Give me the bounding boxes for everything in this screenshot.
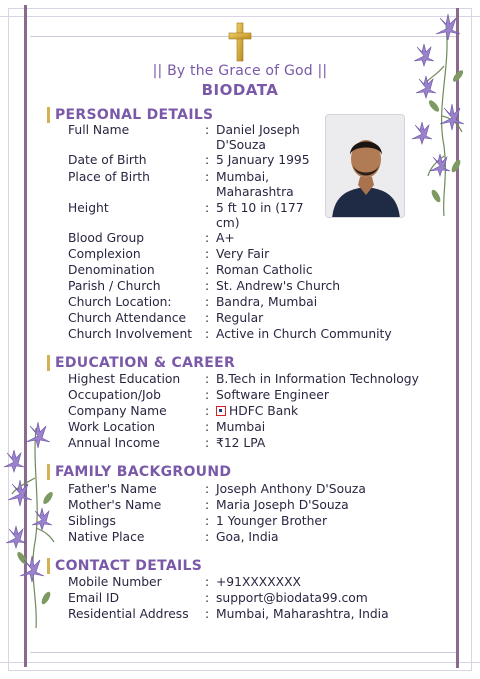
row-colon: : bbox=[205, 170, 210, 184]
row-value: Maria Joseph D'Souza bbox=[216, 498, 349, 512]
row-colon: : bbox=[205, 591, 210, 605]
row-colon: : bbox=[205, 295, 210, 309]
row-value: 5 January 1995 bbox=[216, 153, 310, 167]
row-value: 5 ft 10 in (177 cm) bbox=[216, 201, 304, 230]
row-colon: : bbox=[205, 247, 210, 261]
bank-logo-icon bbox=[216, 406, 226, 416]
row-value: A+ bbox=[216, 231, 235, 245]
row-value: Roman Catholic bbox=[216, 263, 313, 277]
row-label: Email ID bbox=[68, 591, 120, 605]
row-label: Parish / Church bbox=[68, 279, 161, 293]
row-colon: : bbox=[205, 575, 210, 589]
motto: || By the Grace of God || bbox=[152, 63, 328, 79]
section-accent-bar bbox=[47, 107, 50, 123]
row-label: Church Location: bbox=[68, 295, 172, 309]
company-name: HDFC Bank bbox=[229, 404, 299, 418]
flower-decoration-bottom bbox=[2, 418, 62, 630]
row-value-company bbox=[216, 404, 298, 419]
row-value: Mumbai, Maharashtra, India bbox=[216, 607, 389, 621]
row-value: St. Andrew's Church bbox=[216, 279, 341, 293]
row-label: Occupation/Job bbox=[68, 388, 161, 402]
section-personal bbox=[47, 106, 213, 124]
section-accent-bar bbox=[47, 558, 50, 574]
row-value: Regular bbox=[216, 311, 264, 325]
cross-icon bbox=[228, 22, 252, 62]
row-label: Siblings bbox=[68, 514, 116, 528]
row-label: Date of Birth bbox=[68, 153, 147, 167]
section-contact bbox=[47, 557, 202, 575]
row-label: Residential Address bbox=[68, 607, 189, 621]
row-value: ₹12 LPA bbox=[216, 436, 266, 450]
row-colon: : bbox=[205, 420, 210, 434]
row-value: Bandra, Mumbai bbox=[216, 295, 318, 309]
row-value: Mumbai, Maharashtra bbox=[216, 170, 294, 199]
row-colon: : bbox=[205, 607, 210, 621]
row-label: Place of Birth bbox=[68, 170, 150, 184]
frame-inner-bottom bbox=[30, 652, 456, 653]
row-colon: : bbox=[205, 436, 210, 450]
row-label: Church Attendance bbox=[68, 311, 187, 325]
row-colon: : bbox=[205, 372, 210, 386]
row-colon: : bbox=[205, 231, 210, 245]
row-colon: : bbox=[205, 153, 210, 167]
row-colon: : bbox=[205, 482, 210, 496]
row-label: Full Name bbox=[68, 123, 130, 137]
row-colon: : bbox=[205, 404, 210, 418]
section-title-family: FAMILY BACKGROUND bbox=[55, 464, 232, 480]
row-value: Very Fair bbox=[216, 247, 270, 261]
row-label: Company Name bbox=[68, 404, 167, 418]
row-colon: : bbox=[205, 311, 210, 325]
section-title-contact: CONTACT DETAILS bbox=[55, 558, 203, 574]
section-accent-bar bbox=[47, 355, 50, 371]
row-colon: : bbox=[205, 514, 210, 528]
section-education bbox=[47, 354, 235, 372]
row-value: +91XXXXXXX bbox=[216, 575, 301, 589]
row-label: Work Location bbox=[68, 420, 156, 434]
row-label: Complexion bbox=[68, 247, 141, 261]
section-family bbox=[47, 463, 231, 481]
row-label: Mother's Name bbox=[68, 498, 162, 512]
row-colon: : bbox=[205, 201, 210, 215]
row-value: Joseph Anthony D'Souza bbox=[216, 482, 366, 496]
row-colon: : bbox=[205, 530, 210, 544]
row-colon: : bbox=[205, 327, 210, 341]
row-value: B.Tech in Information Technology bbox=[216, 372, 419, 386]
row-value: support@biodata99.com bbox=[216, 591, 368, 605]
page-title: BIODATA bbox=[201, 81, 279, 99]
row-label: Annual Income bbox=[68, 436, 160, 450]
row-colon: : bbox=[205, 388, 210, 402]
row-label: Mobile Number bbox=[68, 575, 162, 589]
profile-photo bbox=[325, 114, 405, 218]
row-label: Native Place bbox=[68, 530, 145, 544]
row-colon: : bbox=[205, 279, 210, 293]
row-value: Daniel Joseph D'Souza bbox=[216, 123, 300, 152]
row-value: Software Engineer bbox=[216, 388, 329, 402]
row-label: Denomination bbox=[68, 263, 155, 277]
row-label: Church Involvement bbox=[68, 327, 193, 341]
row-label: Height bbox=[68, 201, 109, 215]
row-label: Highest Education bbox=[68, 372, 181, 386]
row-value: Active in Church Community bbox=[216, 327, 392, 341]
section-title-personal: PERSONAL DETAILS bbox=[55, 107, 214, 123]
frame-line-bottom bbox=[0, 662, 480, 663]
row-colon: : bbox=[205, 498, 210, 512]
row-value: 1 Younger Brother bbox=[216, 514, 328, 528]
flower-decoration-top bbox=[406, 6, 472, 218]
row-value: Mumbai bbox=[216, 420, 266, 434]
row-colon: : bbox=[205, 263, 210, 277]
section-title-education: EDUCATION & CAREER bbox=[55, 355, 236, 371]
section-accent-bar bbox=[47, 464, 50, 480]
row-value: Goa, India bbox=[216, 530, 279, 544]
row-colon: : bbox=[205, 123, 210, 137]
person-avatar-icon bbox=[326, 115, 405, 218]
row-label: Father's Name bbox=[68, 482, 157, 496]
row-label: Blood Group bbox=[68, 231, 145, 245]
